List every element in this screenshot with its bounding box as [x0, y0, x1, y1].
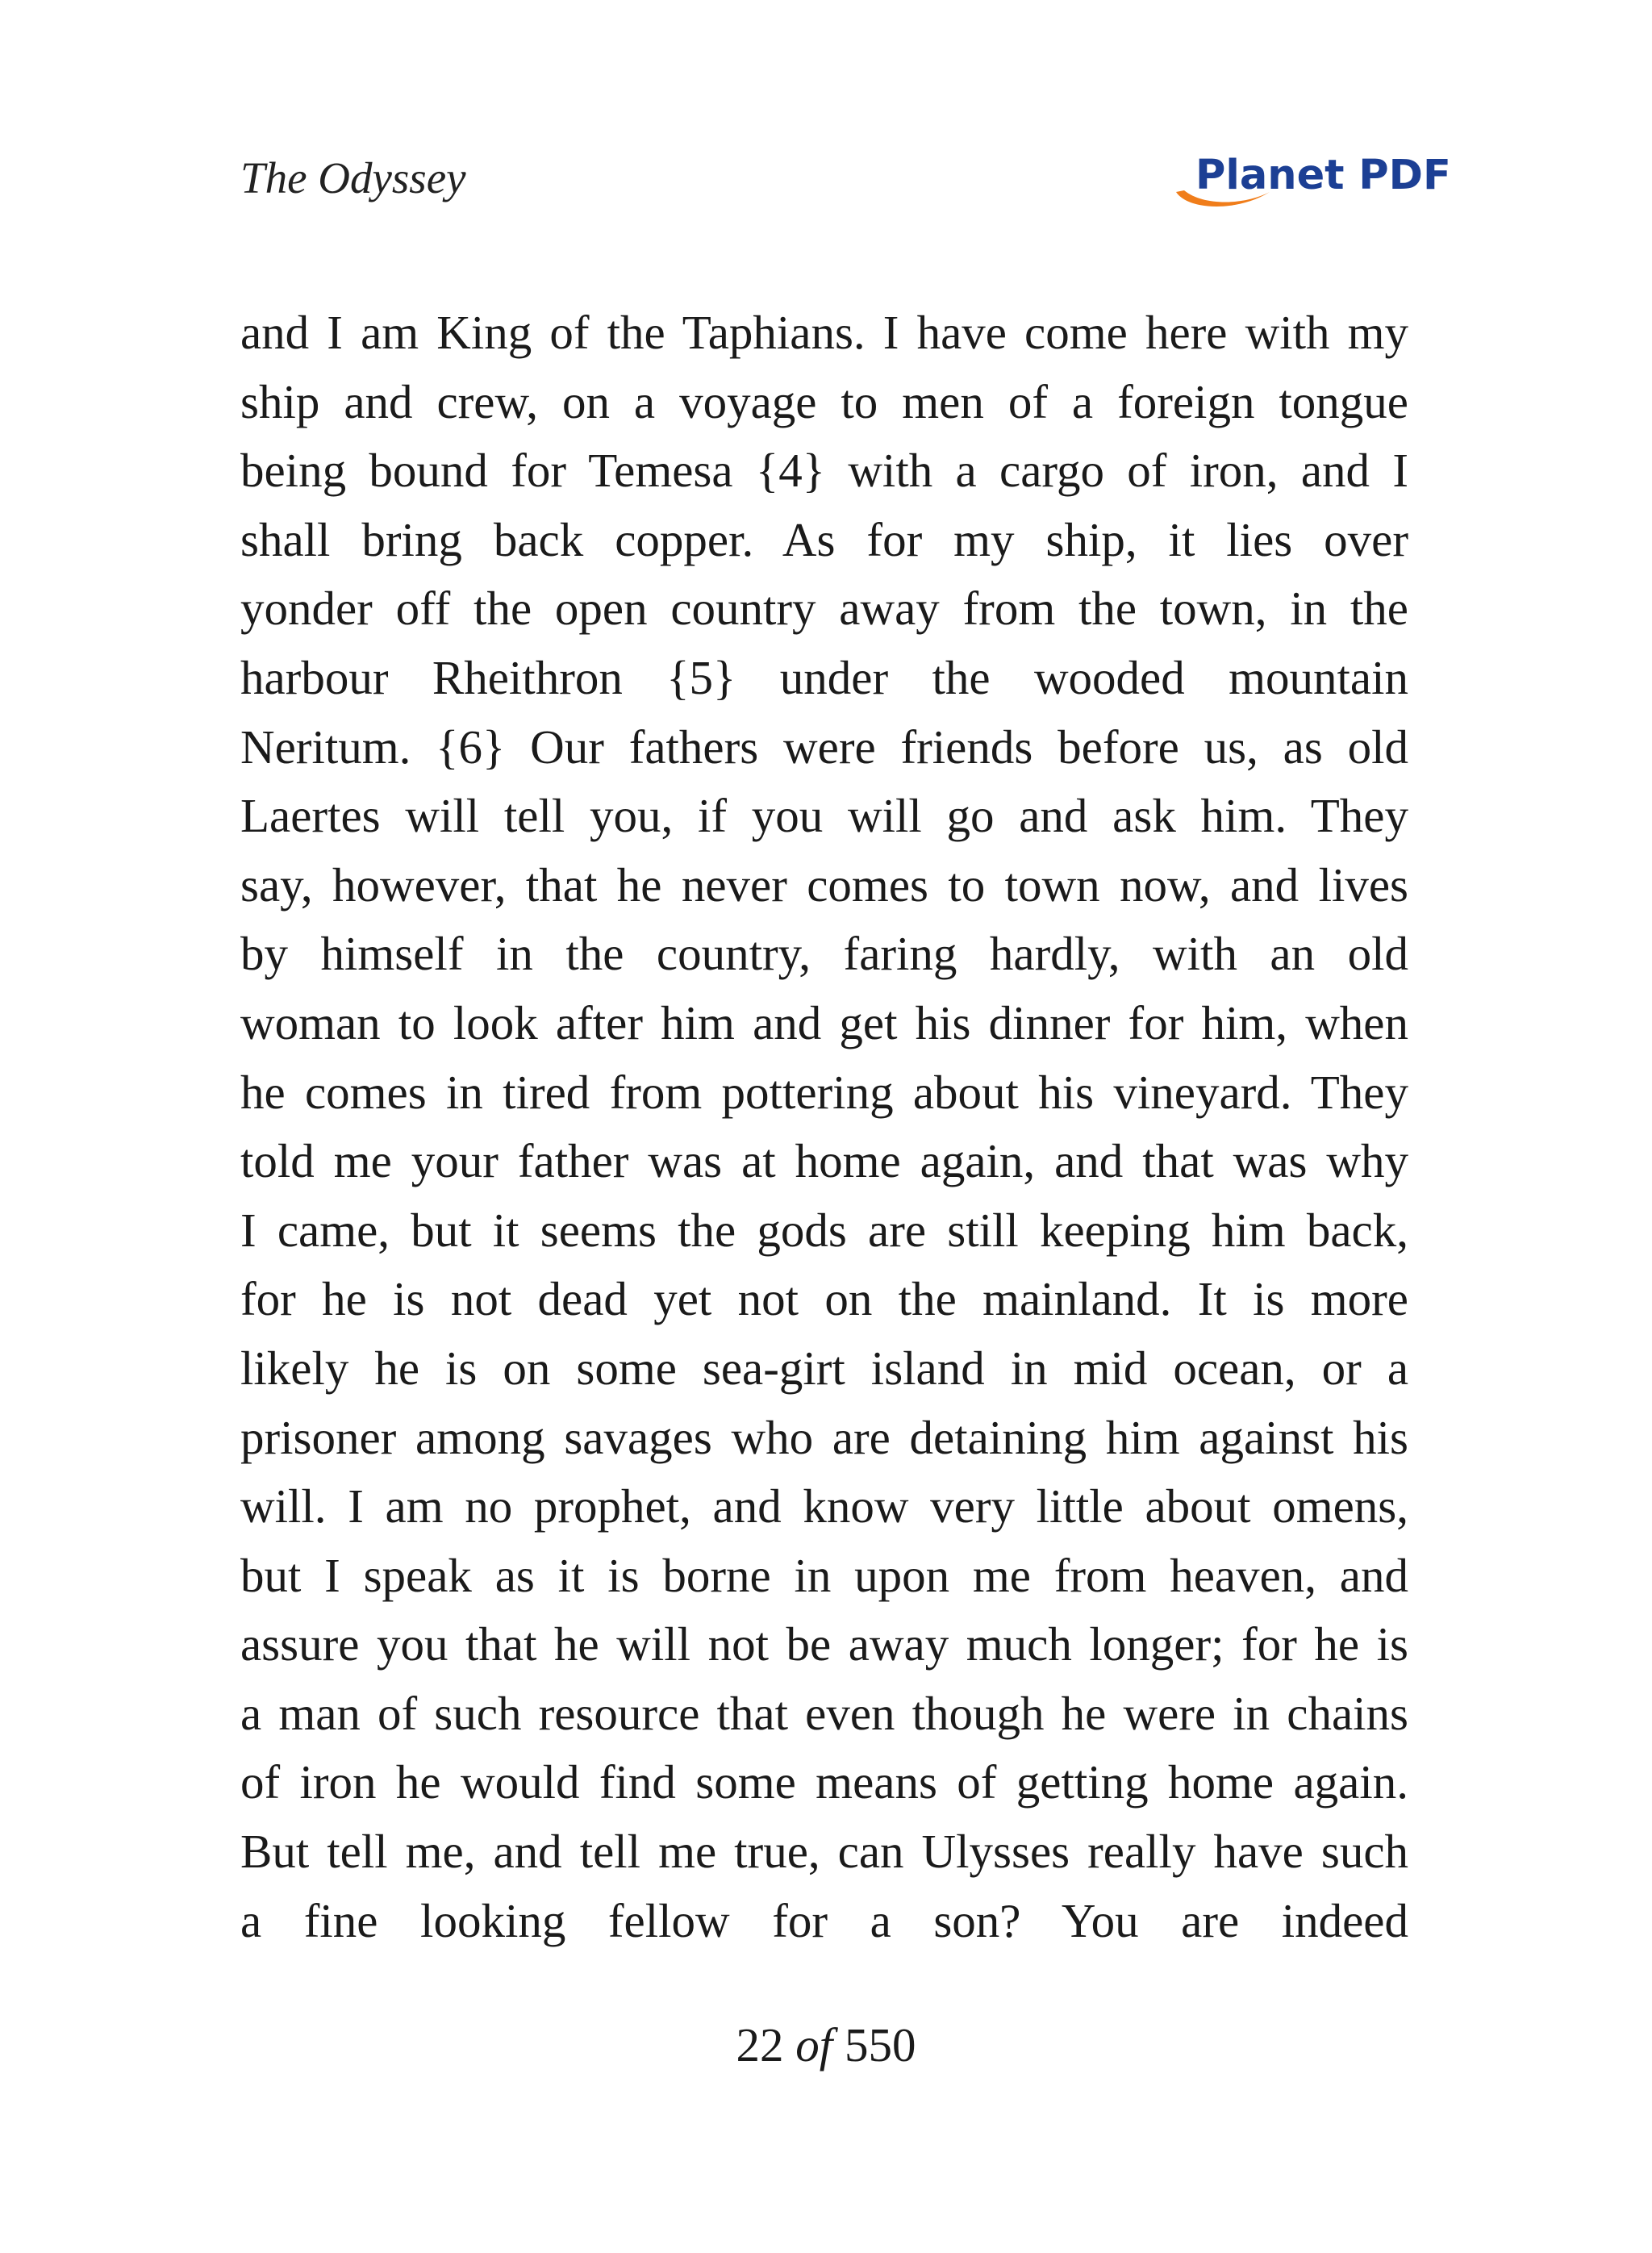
page-number-of: of [795, 2018, 833, 2072]
text-line: say, however, that he never comes to town now, and lives [240, 857, 1408, 912]
text-line: yonder off the open country away from the town, in the [240, 582, 1408, 636]
text-line: he comes in tired from pottering about his vineyard. They [240, 1065, 1408, 1119]
text-line: prisoner among savages who are detaining him against his [240, 1410, 1408, 1464]
text-line: being bound for Temesa {4} with a cargo of iron, and I [240, 444, 1408, 498]
text-line: woman to look after him and get his dinner for him, when [240, 995, 1408, 1049]
page-number [0, 2017, 1652, 2073]
page-body-text [240, 298, 1408, 1955]
page-number-total: 550 [844, 2018, 916, 2072]
text-line: ship and crew, on a voyage to men of a foreign tongue [240, 374, 1408, 428]
page-number-current: 22 [736, 2018, 784, 2072]
text-line: Laertes will tell you, if you will go and ask him. They [240, 789, 1408, 843]
text-line: will. I am no prophet, and know very little about omens, [240, 1479, 1408, 1533]
running-header-title: The Odyssey [240, 153, 466, 202]
text-line: of iron he would find some means of getting home again. [240, 1755, 1408, 1809]
text-line: likely he is on some sea-girt island in mid ocean, or a [240, 1341, 1408, 1395]
text-line: Neritum. {6} Our fathers were friends before us, as old [240, 720, 1408, 774]
text-line: told me your father was at home again, and that was why [240, 1134, 1408, 1188]
text-line: a fine looking fellow for a son? You are indeed [240, 1893, 1408, 1947]
planet-pdf-logo [1171, 142, 1451, 215]
text-line: shall bring back copper. As for my ship, it lies over [240, 512, 1408, 566]
text-line: assure you that he will not be away much longer; for he is [240, 1617, 1408, 1671]
text-line: by himself in the country, faring hardly, with an old [240, 927, 1408, 981]
logo-wordmark: Planet PDF [1195, 152, 1451, 199]
text-line: but I speak as it is borne in upon me from heaven, and [240, 1548, 1408, 1602]
text-line: and I am King of the Taphians. I have come here with my [240, 306, 1408, 359]
text-line: harbour Rheithron {5} under the wooded mountain [240, 650, 1408, 704]
text-line: a man of such resource that even though he were in chains [240, 1686, 1408, 1740]
text-line: But tell me, and tell me true, can Ulysses really have such [240, 1825, 1408, 1879]
text-line: for he is not dead yet not on the mainland. It is more [240, 1272, 1408, 1326]
text-line: I came, but it seems the gods are still keeping him back, [240, 1203, 1408, 1257]
